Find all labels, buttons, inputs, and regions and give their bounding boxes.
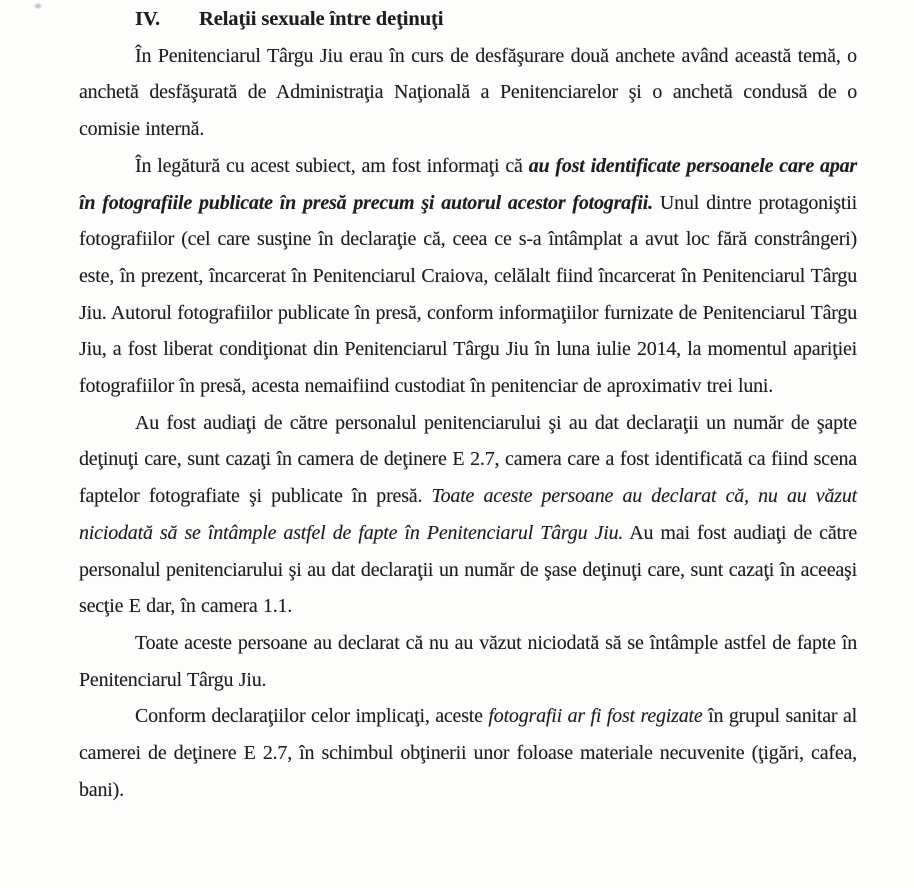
text-run: În legătură cu acest subiect, am fost informaţi că xyxy=(135,154,529,177)
text-run-italic: fotografii ar fi fost regizate xyxy=(488,705,703,728)
paragraph-5 xyxy=(79,698,857,808)
text-run-italic: Toate aceste persoane au declarat că, nu au văzut niciodată să se întâmple astfel de fapte în Penitenciarul Târgu Jiu. xyxy=(79,485,857,544)
heading-number: IV. xyxy=(135,8,160,30)
text-run: Au mai fost audiaţi de către personalul penitenciarului şi au dat declaraţii un număr de şase deţinuţi care, sunt cazaţi în aceeaşi secţie E dar, în camera 1.1. xyxy=(79,521,857,618)
text-run: în grupul sanitar al camerei de deţinere E 2.7, în schimbul obţinerii unor foloase materiale necuvenite (ţigări, cafea, bani). xyxy=(79,705,857,801)
paragraph-1 xyxy=(79,38,857,148)
heading-title: Relaţii sexuale între deţinuţi xyxy=(199,8,444,30)
paragraph-4 xyxy=(79,625,857,698)
text-run: Unul dintre protagoniştii fotografiilor (cel care susţine în declaraţie că, ceea ce s-a întâmplat a avut loc fără constrângeri) este, în prezent, încarcerat în Penitenciarul Craiova, celălalt fiind încarcerat în Penitenciarul Târgu Jiu. Autorul fotografiilor publicate în presă, conform informaţiilor furnizate de Penitenciarul Târgu Jiu, a fost liberat condiţionat din Penitenciarul Târgu Jiu în luna iulie 2014, la momentul apariţiei fotografiilor în presă, acesta nemaifiind custodiat în penitenciar de aproximativ trei luni. xyxy=(79,191,857,398)
text-run: Toate aceste persoane au declarat că nu au văzut niciodată să se întâmple astfel de fapte în Penitenciarul Târgu Jiu. xyxy=(79,631,857,691)
section-heading xyxy=(79,1,857,38)
text-run: Conform declaraţiilor celor implicaţi, aceste xyxy=(135,705,489,728)
paragraph-2 xyxy=(79,148,857,405)
text-run: Au fost audiaţi de către personalul penitenciarului şi au dat declaraţii un număr de şapte deţinuţi care, sunt cazaţi în camera de deţinere E 2.7, camera care a fost identificată ca fiind scena faptelor fotografiate şi publicate în presă. xyxy=(79,411,857,508)
scan-artifact-speck xyxy=(34,3,42,9)
text-run-bold-italic: au fost identificate persoanele care apar în fotografiile publicate în presă precum şi autorul acestor fotografii. xyxy=(79,154,857,214)
paragraph-3 xyxy=(79,405,857,625)
text-run: În Penitenciarul Târgu Jiu erau în curs de desfăşurare două anchete având această temă, o anchetă desfăşurată de Administraţia Naţională a Penitenciarelor şi o anchetă condusă de o comisie internă. xyxy=(79,44,857,141)
